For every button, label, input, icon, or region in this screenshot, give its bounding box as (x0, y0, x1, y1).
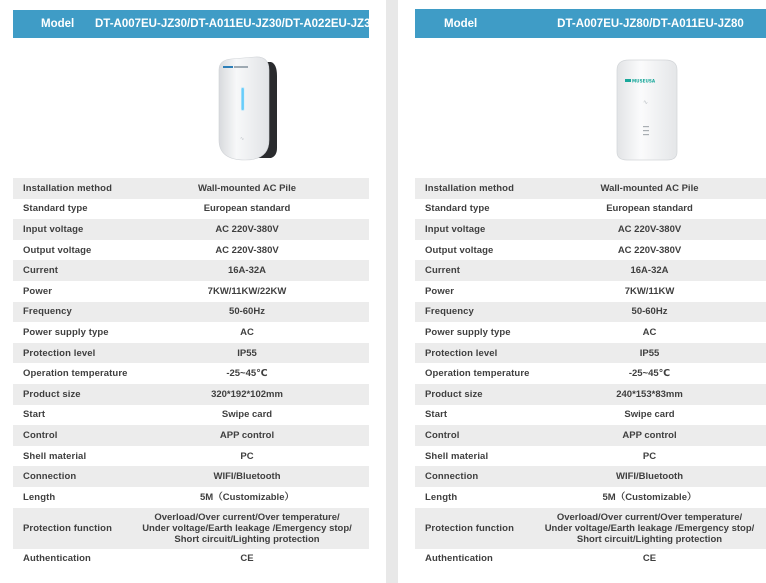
spec-key: Input voltage (23, 223, 84, 235)
spec-row-connection (415, 466, 766, 487)
svg-text:∿: ∿ (240, 136, 245, 142)
svg-text:∿: ∿ (643, 99, 649, 106)
spec-row-protection-level (415, 343, 766, 364)
spec-value: IP55 (237, 347, 257, 359)
model-label: Model (41, 18, 75, 30)
spec-row-power (415, 281, 766, 302)
spec-value: Overload/Over current/Over temperature/ Under voltage/Earth leakage /Emergency stop/ Short circuit/Lighting protection (142, 511, 352, 545)
spec-row-standard-type (415, 199, 766, 220)
spec-row-frequency (13, 302, 369, 323)
model-value: DT-A007EU-JZ30/DT-A011EU-JZ30/DT-A022EU-JZ30 (95, 18, 377, 30)
spec-key: Power (425, 285, 455, 297)
spec-key: Operation temperature (23, 368, 128, 380)
spec-value: 50-60Hz (229, 306, 265, 318)
wall-charger-white-icon (613, 56, 681, 169)
spec-table (415, 178, 766, 569)
spec-key: Protection level (23, 347, 96, 359)
spec-value: AC (240, 326, 254, 338)
spec-key: Output voltage (425, 244, 494, 256)
model-label: Model (444, 17, 478, 30)
spec-key: Start (425, 409, 448, 421)
spec-value: 5M（Customizable） (200, 491, 294, 503)
spec-value: 5M（Customizable） (602, 491, 697, 503)
spec-value: Wall-mounted AC Pile (600, 182, 699, 194)
spec-row-power-supply-type (415, 322, 766, 343)
spec-row-input-voltage (415, 219, 766, 240)
spec-key: Product size (425, 388, 483, 400)
spec-key: Protection function (23, 522, 112, 534)
spec-value: AC 220V-380V (617, 244, 682, 256)
spec-row-control (415, 425, 766, 446)
spec-key: Shell material (23, 450, 87, 462)
spec-value: Wall-mounted AC Pile (198, 182, 296, 194)
spec-value: AC (642, 326, 657, 338)
spec-row-input-voltage (13, 219, 369, 240)
spec-value: CE (240, 553, 254, 565)
spec-key: Power (23, 285, 53, 297)
spec-value: Swipe card (221, 409, 273, 421)
spec-table (13, 178, 369, 569)
spec-key: Installation method (23, 182, 112, 194)
spec-key: Current (425, 265, 461, 277)
spec-panel-jz30 (13, 0, 377, 583)
spec-key: Standard type (425, 203, 490, 215)
spec-row-current (13, 260, 369, 281)
spec-row-shell-material (415, 446, 766, 467)
spec-row-output-voltage (415, 240, 766, 261)
spec-key: Standard type (23, 203, 88, 215)
spec-row-power (13, 281, 369, 302)
svg-text:MUSEUSA: MUSEUSA (632, 78, 656, 84)
spec-value: AC 220V-380V (215, 223, 279, 235)
spec-row-authentication (415, 549, 766, 570)
spec-key: Authentication (425, 553, 493, 565)
spec-key: Current (23, 265, 59, 277)
spec-key: Authentication (23, 553, 91, 565)
model-header-bar (13, 10, 377, 38)
spec-key: Operation temperature (425, 368, 530, 380)
spec-key: Connection (23, 471, 77, 483)
spec-row-current (415, 260, 766, 281)
spec-row-protection-level (13, 343, 369, 364)
spec-value: AC 220V-380V (215, 244, 279, 256)
spec-value: IP55 (639, 347, 660, 359)
spec-value: 16A-32A (227, 265, 267, 277)
spec-row-installation-method (415, 178, 766, 199)
spec-row-operation-temperature (415, 363, 766, 384)
spec-key: Protection function (425, 522, 514, 534)
spec-row-protection-function (13, 508, 369, 549)
spec-row-operation-temperature (13, 363, 369, 384)
spec-key: Control (23, 429, 58, 441)
spec-panel-jz80 (415, 0, 766, 583)
spec-key: Control (425, 429, 460, 441)
spec-row-product-size (13, 384, 369, 405)
spec-value: 16A-32A (630, 265, 669, 277)
spec-key: Output voltage (23, 244, 92, 256)
spec-row-shell-material (13, 446, 369, 467)
spec-value: CE (642, 553, 657, 565)
spec-key: Installation method (425, 182, 514, 194)
spec-key: Frequency (23, 306, 72, 318)
spec-value: WIFI/Bluetooth (213, 471, 281, 483)
spec-value: 320*192*102mm (211, 388, 283, 400)
spec-value: PC (642, 450, 657, 462)
spec-value: APP control (622, 429, 677, 441)
spec-value: Overload/Over current/Over temperature/ Under voltage/Earth leakage /Emergency stop/ Short circuit/Lighting protection (544, 511, 755, 545)
spec-key: Shell material (425, 450, 489, 462)
spec-row-length (13, 487, 369, 508)
spec-key: Length (23, 491, 56, 503)
spec-key: Product size (23, 388, 81, 400)
spec-key: Input voltage (425, 223, 486, 235)
spec-value: Swipe card (624, 409, 675, 421)
model-value: DT-A007EU-JZ80/DT-A011EU-JZ80 (557, 17, 744, 30)
spec-key: Frequency (425, 306, 474, 318)
spec-row-frequency (415, 302, 766, 323)
spec-key: Power supply type (425, 326, 511, 338)
spec-value: 50-60Hz (631, 306, 668, 318)
spec-value: 7KW/11KW (624, 285, 675, 297)
spec-value: WIFI/Bluetooth (615, 471, 683, 483)
spec-row-product-size (415, 384, 766, 405)
spec-row-length (415, 487, 766, 508)
spec-row-start (13, 405, 369, 426)
spec-value: -25~45℃ (628, 368, 671, 380)
spec-value: PC (240, 450, 254, 462)
spec-row-standard-type (13, 199, 369, 220)
wall-charger-dark-side-icon (213, 56, 281, 169)
spec-row-authentication (13, 549, 369, 570)
model-header-bar (415, 9, 766, 38)
spec-value: 7KW/11KW/22KW (207, 285, 287, 297)
spec-key: Length (425, 491, 458, 503)
spec-key: Protection level (425, 347, 498, 359)
spec-value: European standard (203, 203, 291, 215)
spec-value: -25~45℃ (226, 368, 268, 380)
spec-row-control (13, 425, 369, 446)
spec-key: Connection (425, 471, 479, 483)
panel-divider (386, 0, 398, 583)
spec-row-start (415, 405, 766, 426)
spec-key: Start (23, 409, 46, 421)
spec-row-connection (13, 466, 369, 487)
spec-value: APP control (219, 429, 275, 441)
spec-value: European standard (606, 203, 693, 215)
spec-row-power-supply-type (13, 322, 369, 343)
spec-value: 240*153*83mm (616, 388, 683, 400)
spec-row-output-voltage (13, 240, 369, 261)
spec-row-protection-function (415, 508, 766, 549)
spec-key: Power supply type (23, 326, 109, 338)
spec-row-installation-method (13, 178, 369, 199)
spec-value: AC 220V-380V (617, 223, 682, 235)
